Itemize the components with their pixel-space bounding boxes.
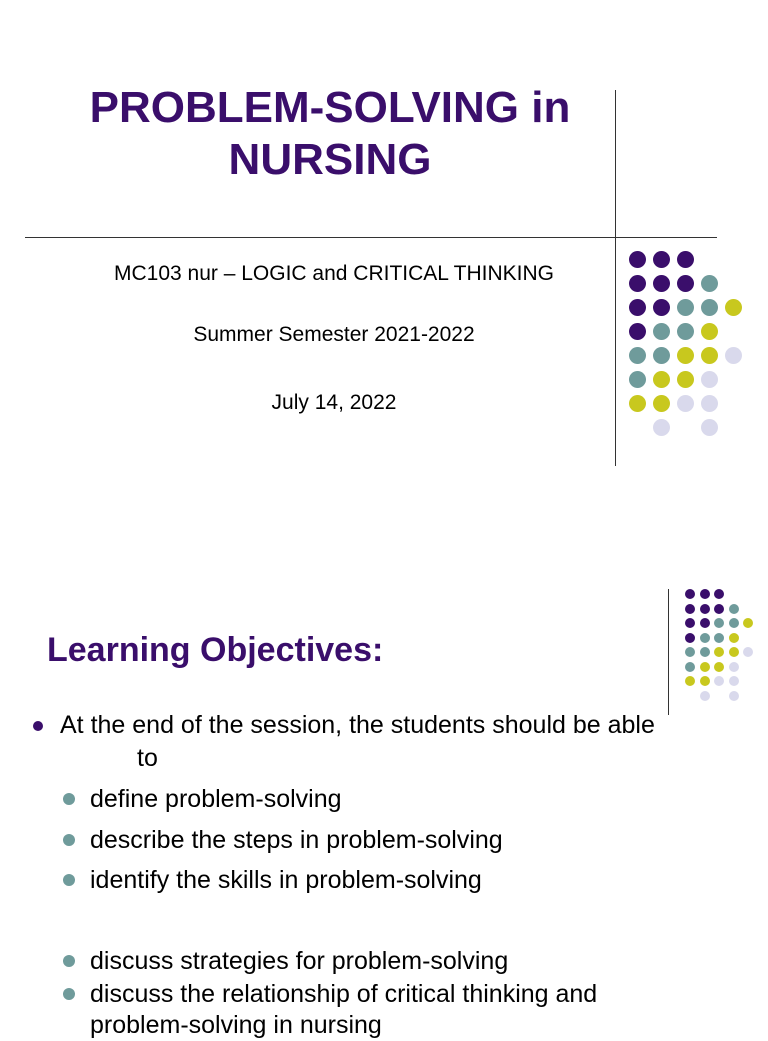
decorative-dot: [743, 618, 753, 628]
decorative-dot: [700, 604, 710, 614]
decorative-dot: [677, 251, 694, 268]
decorative-dot: [700, 691, 710, 701]
decorative-dot: [700, 647, 710, 657]
decorative-dot: [629, 323, 646, 340]
sub-bullet-marker: [63, 834, 75, 846]
objectives-slide: [0, 512, 768, 1039]
decorative-dot: [743, 647, 753, 657]
decorative-dot: [629, 275, 646, 292]
sub-bullet-marker: [63, 793, 75, 805]
decorative-dot: [629, 395, 646, 412]
slide-title: PROBLEM-SOLVING in NURSING: [89, 83, 571, 184]
decorative-dot: [714, 676, 724, 686]
decorative-dot: [700, 633, 710, 643]
decorative-dot: [714, 633, 724, 643]
decorative-dot: [677, 395, 694, 412]
objective-item: identify the skills in problem-solving: [90, 866, 482, 894]
decorative-dot: [725, 299, 742, 316]
sub-bullet-marker: [63, 955, 75, 967]
sub-bullet-marker: [63, 988, 75, 1000]
objectives-intro: [60, 709, 740, 775]
decorative-dot: [677, 299, 694, 316]
objective-item: describe the steps in problem-solving: [90, 826, 503, 854]
decorative-dot: [701, 323, 718, 340]
decorative-dot: [729, 676, 739, 686]
decorative-dot: [729, 691, 739, 701]
decorative-dot: [685, 676, 695, 686]
decorative-dot: [677, 275, 694, 292]
decorative-dot: [714, 618, 724, 628]
decorative-dot: [714, 604, 724, 614]
objective-item: define problem-solving: [90, 785, 342, 813]
objective-item: discuss the relationship of critical thinking and: [90, 980, 598, 1008]
decorative-dot: [677, 323, 694, 340]
decorative-dot: [701, 371, 718, 388]
presentation-date: July 14, 2022: [271, 391, 397, 414]
decorative-dot: [729, 604, 739, 614]
decorative-dot: [677, 347, 694, 364]
decorative-dot: [714, 662, 724, 672]
decorative-dot: [677, 371, 694, 388]
decorative-dot: [701, 347, 718, 364]
decorative-dot: [729, 647, 739, 657]
objectives-heading: Learning Objectives:: [47, 631, 384, 669]
decorative-dot: [729, 633, 739, 643]
decorative-dot: [629, 299, 646, 316]
decorative-dot: [653, 299, 670, 316]
decorative-dot: [700, 676, 710, 686]
sub-bullet-marker: [63, 874, 75, 886]
decorative-dot: [700, 589, 710, 599]
decorative-dot: [653, 395, 670, 412]
title-slide: [0, 0, 768, 512]
course-name: MC103 nur – LOGIC and CRITICAL THINKING: [114, 262, 554, 285]
objective-item: discuss strategies for problem-solving: [90, 947, 509, 975]
decorative-dot: [701, 275, 718, 292]
decorative-dot: [685, 589, 695, 599]
intro-text: At the end of the session, the students should be able: [60, 711, 655, 739]
title-divider-vertical: [615, 90, 616, 466]
decorative-dot: [653, 275, 670, 292]
semester-label: Summer Semester 2021-2022: [193, 323, 475, 346]
decorative-dot: [685, 633, 695, 643]
decorative-dot: [629, 347, 646, 364]
decorative-dot: [653, 251, 670, 268]
decorative-dot: [700, 618, 710, 628]
decorative-dot: [653, 371, 670, 388]
decorative-dot: [701, 395, 718, 412]
decorative-dot: [653, 347, 670, 364]
decorative-dot: [729, 662, 739, 672]
objective-item-continued: problem-solving in nursing: [90, 1011, 382, 1039]
decorative-dot: [701, 419, 718, 436]
decorative-dot: [714, 647, 724, 657]
decorative-dot: [685, 647, 695, 657]
decorative-dot: [701, 299, 718, 316]
intro-text-continued: to: [137, 744, 158, 772]
decorative-dot: [685, 618, 695, 628]
decorative-dot: [629, 371, 646, 388]
decorative-dot: [714, 589, 724, 599]
decorative-dot: [700, 662, 710, 672]
bullet-marker: [33, 721, 43, 731]
decorative-dot: [685, 604, 695, 614]
decorative-dot: [729, 618, 739, 628]
decorative-dot: [685, 662, 695, 672]
objectives-divider-vertical: [668, 589, 669, 715]
decorative-dot: [725, 347, 742, 364]
decorative-dot: [653, 323, 670, 340]
title-divider-horizontal: [25, 237, 717, 238]
decorative-dot: [629, 251, 646, 268]
decorative-dot: [653, 419, 670, 436]
